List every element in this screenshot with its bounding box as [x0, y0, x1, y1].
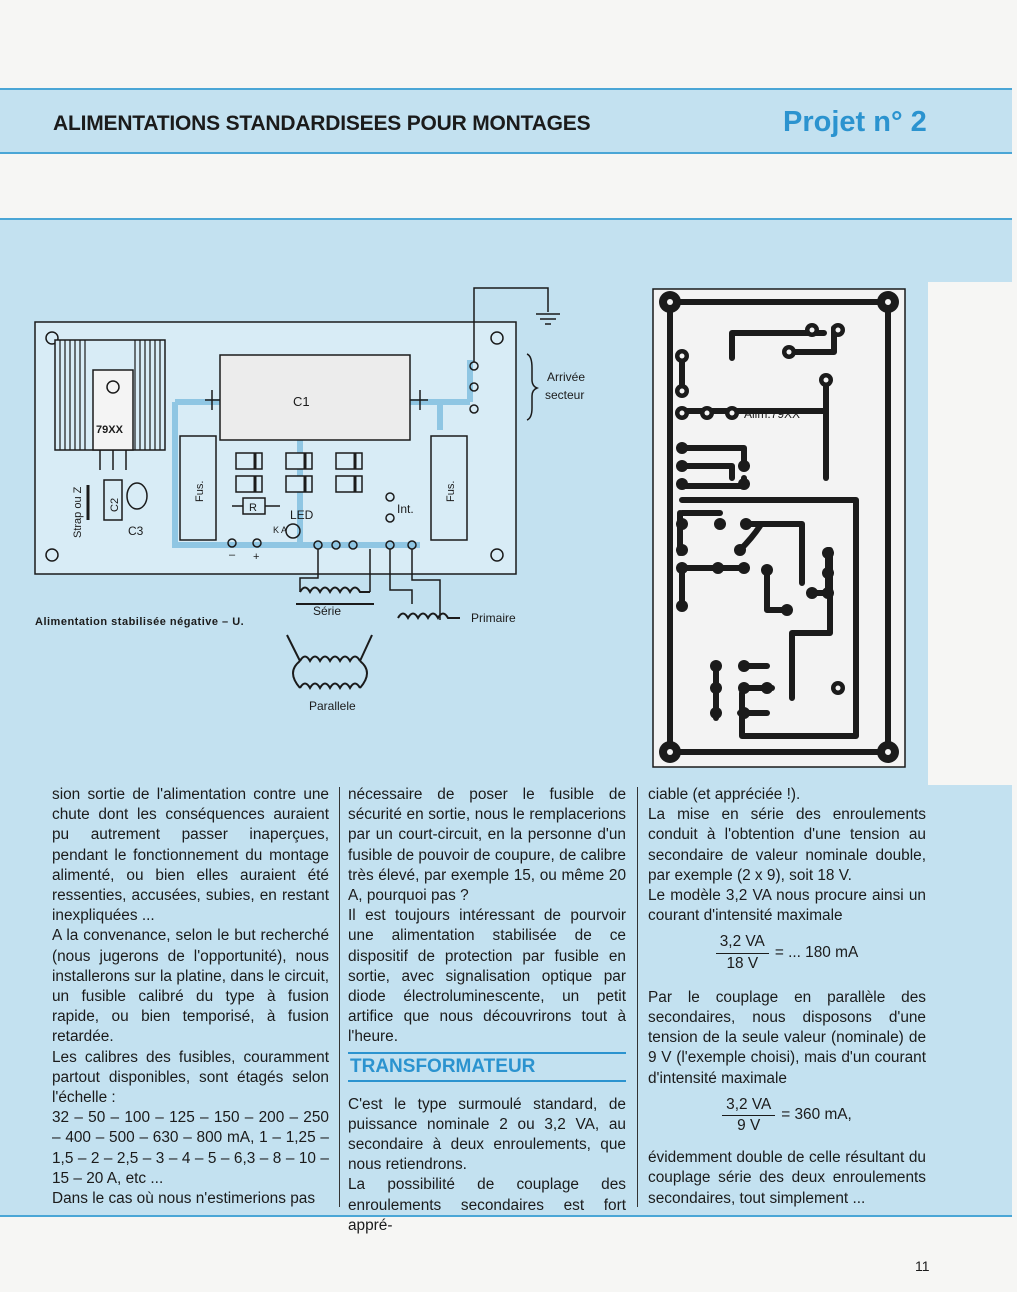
formula-series-current [648, 932, 926, 973]
project-number: Projet n° 2 [783, 106, 927, 138]
page-title: ALIMENTATIONS STANDARDISEES POUR MONTAGES [53, 112, 591, 135]
label-c3: C3 [128, 524, 144, 538]
paragraph: Il est toujours intéressant de pourvoir une alimentation stabilisée de ce dispositif de protection par fusible en sortie, avec signalisation optique par diode électroluminescente, un petit artifice que nous découvrirons tout à l'heure. [348, 907, 626, 1046]
column-rule [339, 787, 340, 1207]
pcb-label: Alim.79XX [744, 407, 801, 421]
paragraph: Le modèle 3,2 VA nous procure ainsi un courant d'intensité maximale [648, 887, 926, 925]
label-fus-left: Fus. [194, 480, 206, 502]
paragraph: 32 – 50 – 100 – 125 – 150 – 200 – 250 – 400 – 500 – 630 – 800 mA, 1 – 1,25 – 1,5 – 2 – 2,5 – 3 – 4 – 5 – 6,3 – 8 – 10 – 15 – 20 A, etc ... [52, 1109, 329, 1187]
label-secteur: secteur [545, 388, 585, 402]
paragraph: Dans le cas où nous n'estimerions pas [52, 1190, 316, 1208]
text-column-3 [648, 785, 926, 1209]
paragraph: Les calibres des fusibles, couramment partout disponibles, sont étagés selon l'échelle : [52, 1048, 329, 1107]
label-fus-right: Fus. [445, 480, 457, 502]
column-rule [637, 787, 638, 1207]
paragraph: La possibilité de couplage des enroulements secondaires est fort appré- [348, 1176, 626, 1234]
circuit-diagram [0, 280, 640, 720]
formula-denominator: 18 V [726, 954, 759, 972]
paragraph: La mise en série des enroulements conduit à l'obtention d'une tension au secondaire de valeur nominale double, par exemple (2 x 9), soit 18 V. [648, 806, 926, 884]
label-led-pins: K A [273, 525, 288, 535]
label-int: Int. [397, 502, 414, 516]
paragraph: C'est le type surmoulé standard, de puissance nominale 2 ou 3,2 VA, au secondaire à deux enroulements, que nous retiendrons. [348, 1095, 626, 1174]
decorative-strip [0, 218, 1012, 282]
label-arrivee: Arrivée [547, 370, 586, 384]
formula-denominator: 9 V [737, 1117, 761, 1135]
pcb-layout [652, 288, 906, 768]
paragraph: Par le couplage en parallèle des secondaires, nous disposons d'une tension de la seule valeur (nominale) de 9 V (l'exemple choisi), mais d'un courant d'intensité maximale [648, 988, 926, 1087]
label-regulator: 79XX [96, 424, 123, 436]
formula-numerator: 3,2 VA [722, 1095, 775, 1116]
paragraph: évidemment double de celle résultant du couplage série des deux enroulements secondaires, tout simplement ... [648, 1149, 926, 1207]
formula-parallel-current [648, 1095, 926, 1136]
label-serie: Série [313, 604, 342, 618]
paragraph: sion sortie de l'alimentation contre une chute dont les conséquences auraient pu autrement passer inaperçues, pendant le fonctionnement du montage alimenté, ou bien elles auraient été ressenties, accusées, subies, en restant inexpliquées ... [52, 786, 329, 925]
text-column-2 [348, 785, 626, 1236]
formula-result: = ... 180 mA [774, 944, 859, 962]
label-primaire: Primaire [471, 611, 516, 625]
paragraph: A la convenance, selon le but recherché (nous jugerons de l'opportunité), nous installerons sur la platine, dans le circuit, un fusible calibré du type à fusion rapide, ou bien temporisé, à fusion retardée. [52, 927, 329, 1046]
text-column-1 [52, 785, 329, 1209]
label-minus: – [229, 549, 236, 561]
formula-result: = 360 mA, [781, 1106, 852, 1124]
figure-caption: Alimentation stabilisée négative – U. [35, 616, 245, 628]
label-plus: + [253, 551, 260, 563]
label-led: LED [290, 508, 314, 522]
label-r: R [249, 502, 257, 514]
label-c1: C1 [293, 394, 310, 409]
label-strap: Strap ou Z [72, 486, 84, 538]
paragraph: ciable (et appréciée !). [648, 786, 801, 803]
label-parallele: Parallele [309, 699, 356, 713]
section-heading: TRANSFORMATEUR [348, 1052, 626, 1082]
page-number: 11 [915, 1258, 930, 1274]
paragraph: nécessaire de poser le fusible de sécurité en sortie, nous le remplacerions par un court-circuit, en la personne d'un fusible de pouvoir de coupure, de calibre très élevé, par exemple 15, ou même 20 A, pourquoi pas ? [348, 786, 626, 905]
formula-numerator: 3,2 VA [716, 932, 769, 953]
label-c2: C2 [109, 497, 121, 512]
